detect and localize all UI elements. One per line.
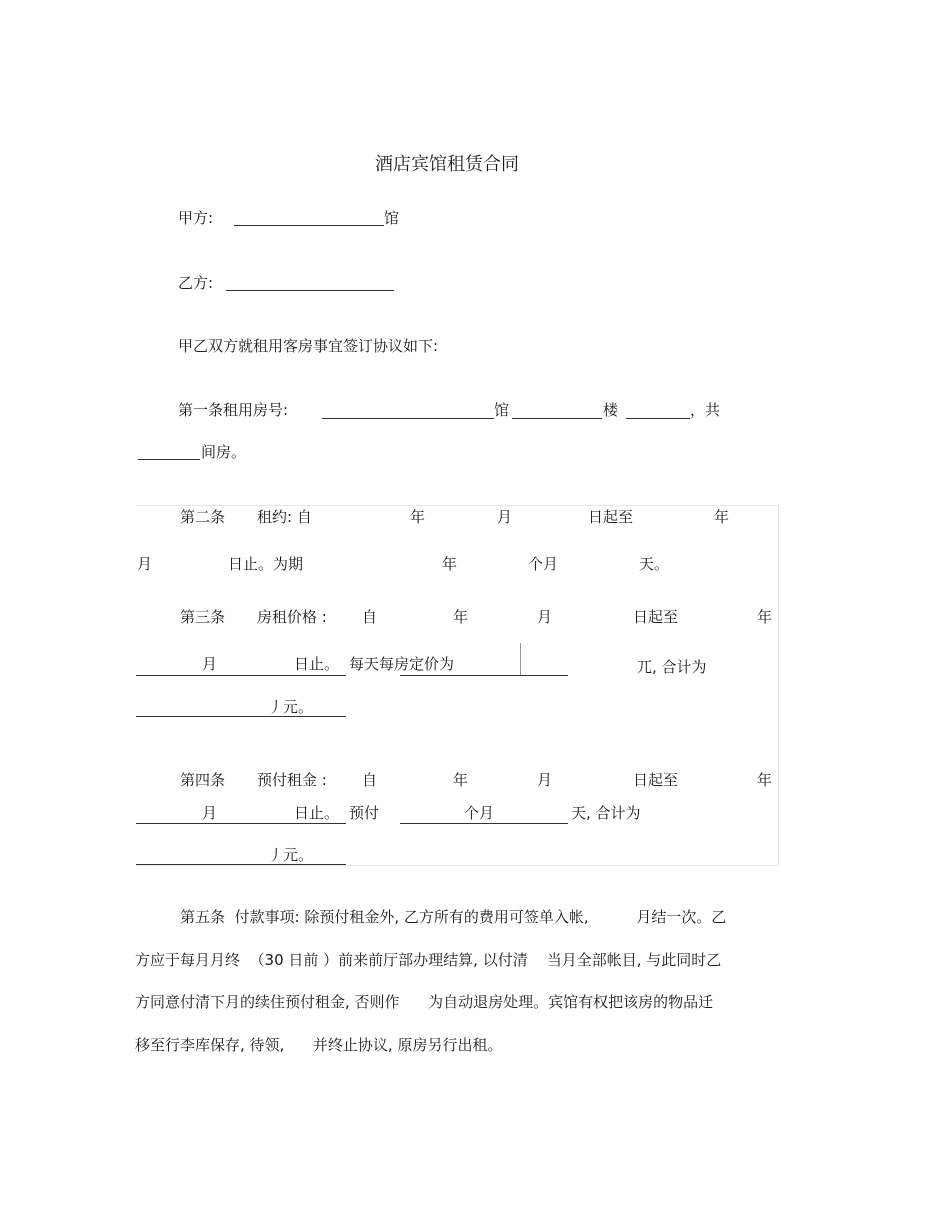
article-3-price-divider — [520, 643, 521, 675]
article-2-nian3: 年 — [442, 555, 458, 573]
article-4-prepaid-label: 预付租金 : — [257, 771, 327, 789]
article-3-label: 第三条 — [180, 608, 226, 626]
article-1-count-blank — [138, 459, 200, 460]
article-1-room-blank — [322, 418, 494, 419]
article-3-yue2: 月 — [202, 655, 218, 673]
article-4-riqizhi: 日起至 — [633, 771, 679, 789]
article-3-nian2: 年 — [757, 608, 773, 626]
article-2-riqizhi: 日起至 — [588, 508, 634, 526]
party-a-suffix: 馆 — [384, 209, 400, 227]
article-1-floor-blank — [626, 418, 690, 419]
article-4-nian2: 年 — [757, 771, 773, 789]
party-b-label: 乙方: — [178, 274, 214, 292]
article-2-zuyue: 租约: 自 — [257, 508, 312, 526]
article-1-lou: 楼 — [603, 401, 619, 419]
article-4-rizhi: 日止。 — [294, 804, 340, 822]
article-5-line-1: 第五条 付款事项: 除预付租金外, 乙方所有的费用可签单入帐, 月结一次。乙 — [180, 908, 727, 926]
article-3-daily-price: 每天每房定价为 — [349, 655, 455, 673]
article-3-rizhi: 日止。 — [294, 655, 340, 673]
article-3-price-label: 房租价格 : — [257, 608, 327, 626]
article-5-line-2: 方应于每月月终 （30 日前 ）前来前厅部办理结算, 以付清 当月全部帐目, 与此同时乙 — [135, 951, 722, 969]
article-2-yue-line2: 月 — [137, 555, 153, 573]
party-a-blank — [234, 225, 384, 226]
article-4-tian-heji: 天, 合计为 — [571, 804, 641, 822]
article-3-nian: 年 — [453, 608, 469, 626]
article-2-nian: 年 — [410, 508, 426, 526]
article-4-row2-blank-left — [136, 823, 346, 824]
article-2-yue: 月 — [497, 508, 513, 526]
article-1-guan: 馆 — [494, 401, 510, 419]
article-2-label: 第二条 — [180, 508, 226, 526]
article-2-nian2: 年 — [714, 508, 730, 526]
article-4-total-blank — [136, 864, 346, 865]
article-4-yue: 月 — [537, 771, 553, 789]
article-3-row2-blank-left — [136, 675, 346, 676]
article-4-zi: 自 — [362, 771, 378, 789]
article-4-months-blank — [400, 823, 568, 824]
article-3-riqizhi: 日起至 — [633, 608, 679, 626]
article-3-zi: 自 — [362, 608, 378, 626]
party-b-blank — [226, 290, 394, 291]
article-3-total-blank — [136, 716, 346, 717]
article-1-gong: ，共 — [690, 401, 721, 419]
article-3-yue: 月 — [537, 608, 553, 626]
article-2-geyue: 个月 — [528, 555, 559, 573]
article-2-tian: 天。 — [639, 555, 670, 573]
article-1-label: 第一条租用房号: — [178, 401, 289, 419]
article-4-yufu: 预付 — [349, 804, 380, 822]
article-4-yuan-end: 丿元。 — [268, 846, 314, 864]
article-5-line-4: 移至行李库保存, 待领, 并终止协议, 原房另行出租。 — [135, 1036, 503, 1054]
document-title: 酒店宾馆租赁合同 — [375, 154, 519, 175]
article-2-rizhi: 日止。为期 — [228, 555, 304, 573]
article-4-geyue: 个月 — [464, 804, 495, 822]
article-4-label: 第四条 — [180, 771, 226, 789]
article-4-nian: 年 — [453, 771, 469, 789]
article-3-yuan-heji: 兀, 合计为 — [637, 658, 707, 676]
party-a-label: 甲方: — [178, 209, 214, 227]
article-4-yue2: 月 — [202, 804, 218, 822]
article-5-line-3: 方同意付清下月的续住预付租金, 否则作 为自动退房处理。宾馆有权把该房的物品迁 — [135, 993, 714, 1011]
article-1-jianfang: 间房。 — [201, 443, 247, 461]
intro-text: 甲乙双方就租用客房事宜签订协议如下: — [178, 337, 439, 355]
article-3-yuan-end: 丿元。 — [268, 698, 314, 716]
article-3-price-blank — [400, 675, 568, 676]
article-1-building-blank — [512, 418, 602, 419]
